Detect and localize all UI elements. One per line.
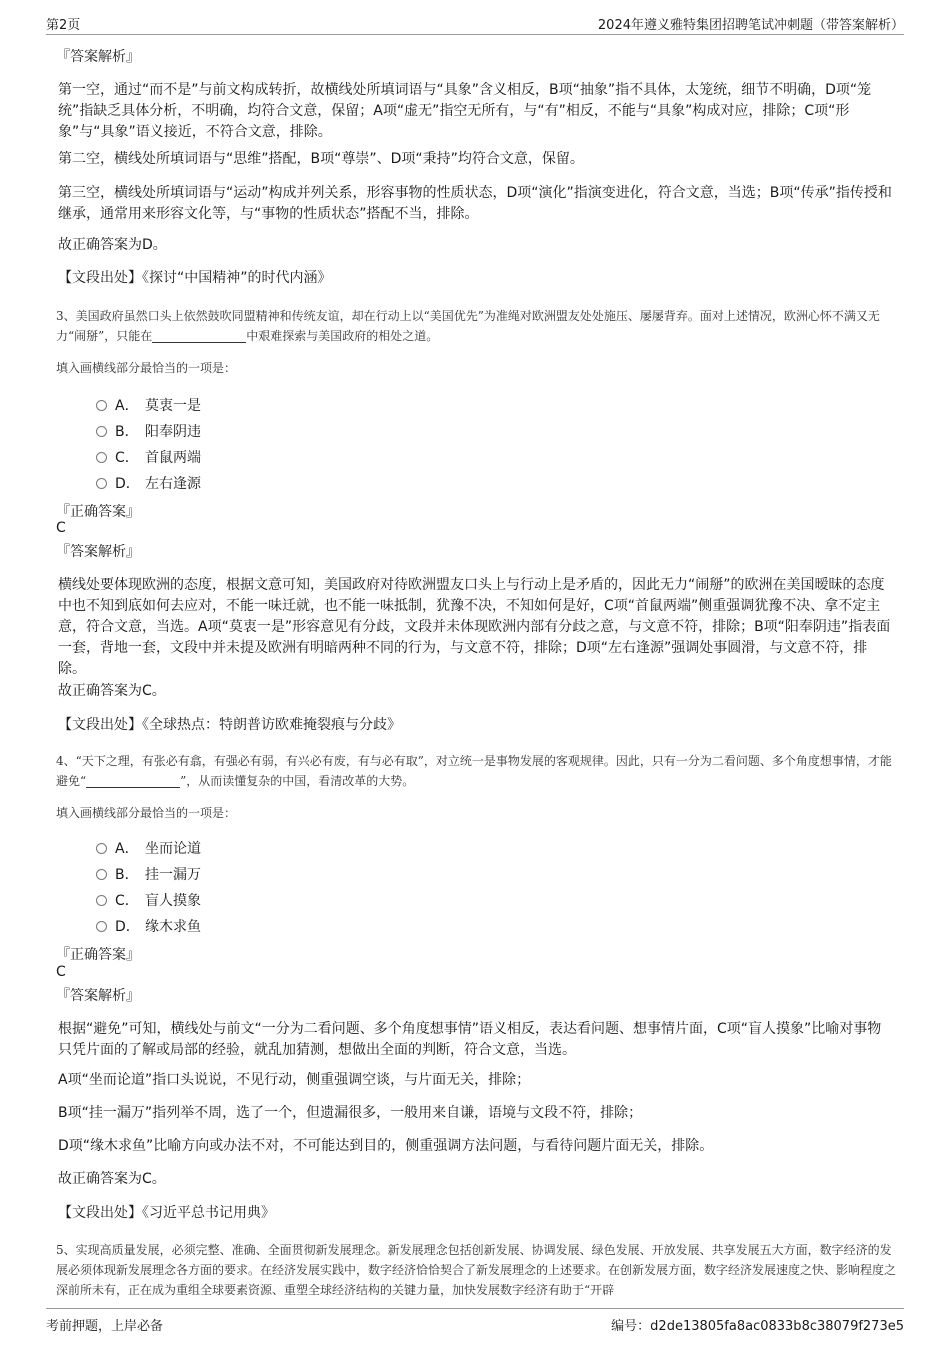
q3-option-a[interactable]: A． 莫衷一是 (96, 395, 201, 417)
q4-analysis-label: 『答案解析』 (56, 988, 140, 1004)
q3-analysis-label: 『答案解析』 (56, 544, 140, 560)
q4-analysis-p2: A项“坐而论道”指口头说说，不见行动，侧重强调空谈，与片面无关，排除； (58, 1072, 531, 1088)
q4-answer: C (56, 964, 66, 980)
q4-blank (86, 773, 180, 788)
q3-conclusion: 故正确答案为C。 (58, 683, 166, 699)
q2-conclusion: 故正确答案为D。 (58, 237, 167, 253)
q4-analysis-p1: 根据“避免”可知，横线处与前文“一分为二看问题、多个角度想事情”语义相反，表达看问题、想事情片面，C项“盲人摸象”比喻对事物只凭片面的了解或局部的经验，就乱加猜测，想做出全面的判断，符合文意，当选。 (58, 1021, 882, 1058)
q3-option-b[interactable]: B． 阳奉阴违 (96, 421, 201, 443)
radio-icon[interactable] (96, 895, 107, 906)
q2-analysis-label: 『答案解析』 (56, 49, 140, 65)
q4-analysis-p4: D项“缘木求鱼”比喻方向或办法不对，不可能达到目的，侧重强调方法问题，与看待问题片面无关，排除。 (58, 1138, 714, 1154)
q4-source: 【文段出处】《习近平总书记用典》 (58, 1205, 275, 1221)
q4-analysis-p3: B项“挂一漏万”指列举不周，选了一个，但遗漏很多，一般用来自谦，语境与文段不符，排除； (58, 1105, 643, 1121)
q2-analysis-p2: 第二空，横线处所填词语与“思维”搭配，B项“尊崇”、D项“秉持”均符合文意，保留。 (58, 151, 584, 167)
q3-answer-label: 『正确答案』 (56, 504, 140, 520)
q3-prompt: 填入画横线部分最恰当的一项是： (56, 361, 237, 375)
q2-source: 【文段出处】《探讨“中国精神”的时代内涵》 (58, 270, 332, 286)
q4-answer-label: 『正确答案』 (56, 947, 140, 963)
radio-icon[interactable] (96, 843, 107, 854)
q4-option-d[interactable]: D． 缘木求鱼 (96, 916, 201, 938)
q4-option-a[interactable]: A． 坐而论道 (96, 838, 201, 860)
page-footer (46, 1308, 904, 1335)
radio-icon[interactable] (96, 426, 107, 437)
q2-analysis-p3: 第三空，横线处所填词语与“运动”构成并列关系，形容事物的性质状态，D项“演化”指演变进化，符合文意，当选；B项“传承”指传授和继承，通常用来形容文化等，与“事物的性质状态”搭配不当，排除。 (58, 185, 892, 222)
q4-stem: 4、“天下之理，有张必有翕，有强必有弱，有兴必有废，有与必有取”，对立统一是事物发展的客观规律。因此，只有一分为二看问题、多个角度想事情，才能避免“ ”，从而读懂复杂的中国，看清改革的大势。 (56, 754, 892, 788)
q5-stem: 5、实现高质量发展，必须完整、准确、全面贯彻新发展理念。新发展理念包括创新发展、协调发展、绿色发展、开放发展、共享发展五大方面，数字经济的发展必须体现新发展理念各方面的要求。在经济发展实践中，数字经济恰恰契合了新发展理念的上述要求。在创新发展方面，数字经济发展速度之快、影响程度之深前所未有，正在成为重组全球要素资源、重塑全球经济结构的关键力量，加快发展数字经济有助于“开辟 (56, 1243, 897, 1297)
q3-option-d[interactable]: D． 左右逢源 (96, 473, 201, 495)
q3-answer: C (56, 520, 66, 536)
page-number: 第2页 (46, 18, 81, 33)
footer-slogan: 考前押题，上岸必备 (46, 1319, 164, 1334)
document-title: 2024年遵义雅特集团招聘笔试冲刺题（带答案解析） (597, 18, 904, 33)
q3-source: 【文段出处】《全球热点：特朗普访欧难掩裂痕与分歧》 (58, 717, 401, 733)
page-header (46, 12, 904, 35)
q3-analysis-p1: 横线处要体现欧洲的态度，根据文意可知，美国政府对待欧洲盟友口头上与行动上是矛盾的，因此无力“闹掰”的欧洲在美国暧昧的态度中也不知到底如何去应对，不能一味迁就，也不能一味抵制，犹豫不决，不知如何是好，C项“首鼠两端”侧重强调犹豫不决、拿不定主意，符合文意，当选。A项“莫衷一是”形容意见有分歧，文段并未体现欧洲内部有分歧之意，与文意不符，排除；B项“阳奉阴违”指表面一套，背地一套，文段中并未提及欧洲有明暗两种不同的行为，与文意不符，排除；D项“左右逢源”强调处事圆滑，与文意不符，排除。 (58, 577, 891, 677)
q3-option-c[interactable]: C． 首鼠两端 (96, 447, 201, 469)
radio-icon[interactable] (96, 478, 107, 489)
document-id: 编号：d2de13805fa8ac0833b8c38079f273e5 (611, 1319, 904, 1334)
q4-conclusion: 故正确答案为C。 (58, 1171, 166, 1187)
q4-prompt: 填入画横线部分最恰当的一项是： (56, 806, 237, 820)
q2-analysis-p1: 第一空，通过“而不是”与前文构成转折，故横线处所填词语与“具象”含义相反，B项“抽象”指不具体，太笼统，细节不明确，D项“笼统”指缺乏具体分析，不明确，均符合文意，保留；A项“虚无”指空无所有，与“有”相反，不能与“具象”构成对应，排除；C项“形象”与“具象”语义接近，不符合文意，排除。 (58, 82, 872, 140)
radio-icon[interactable] (96, 921, 107, 932)
radio-icon[interactable] (96, 869, 107, 880)
q4-option-b[interactable]: B． 挂一漏万 (96, 864, 201, 886)
radio-icon[interactable] (96, 400, 107, 411)
q4-option-c[interactable]: C． 盲人摸象 (96, 890, 201, 912)
q3-stem: 3、美国政府虽然口头上依然鼓吹同盟精神和传统友谊，却在行动上以“美国优先”为准绳对欧洲盟友处处施压、屡屡背弃。面对上述情况，欧洲心怀不满又无力“闹掰”，只能在 中艰难探索与美国政府的相处之道。 (56, 309, 880, 343)
radio-icon[interactable] (96, 452, 107, 463)
q3-blank (152, 328, 246, 343)
